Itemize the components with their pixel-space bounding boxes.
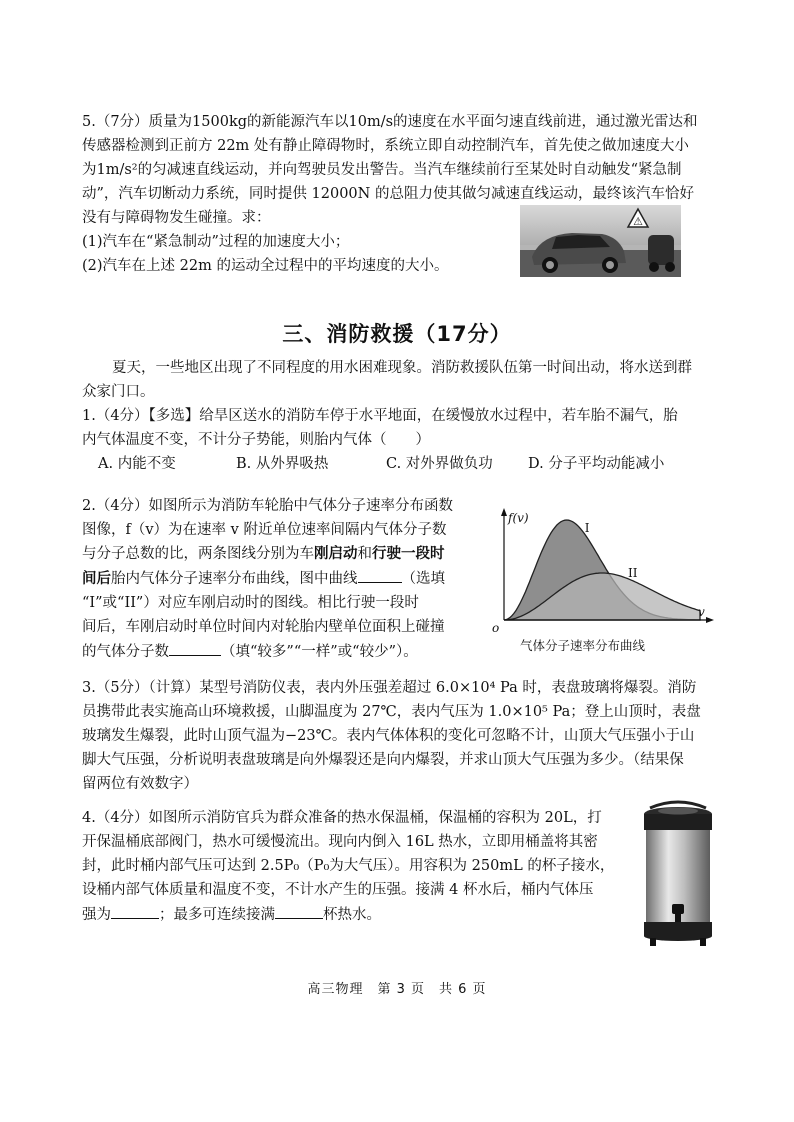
question-2 xyxy=(82,494,453,664)
q2-text: （填“较多”“一样”或“较少”）。 xyxy=(221,644,418,660)
q3-line: 留两位有效数字） xyxy=(82,776,198,792)
question-4 xyxy=(82,806,614,927)
q5-subquestion-2: (2)汽车在上述 22m 的运动全过程中的平均速度的大小。 xyxy=(82,258,449,274)
q5-line: 没有与障碍物发生碰撞。求： xyxy=(82,210,271,226)
question-3 xyxy=(82,676,701,796)
q5-subquestion-1: (1)汽车在“紧急制动”过程的加速度大小； xyxy=(82,234,350,250)
chart-caption: 气体分子速率分布曲线 xyxy=(520,638,646,653)
y-axis-label: f(v) xyxy=(508,511,529,525)
q2-line: 图像，f（v）为在速率 v 附近单位速率间隔内气体分子数 xyxy=(82,522,447,538)
q5-line: 动”，汽车切断动力系统，同时提供 12000N 的总阻力使其做匀减速直线运动，最终该汽车恰好 xyxy=(82,186,694,202)
speed-distribution-chart xyxy=(488,508,716,634)
q5-line: 为1m/s²的匀减速直线运动，并向驾驶员发出警告。当汽车继续前行至某处时自动触发“紧急制 xyxy=(82,162,682,178)
q2-text: 胎内气体分子速率分布曲线，图中曲线 xyxy=(111,571,358,587)
q2-text: 的气体分子数 xyxy=(82,644,169,660)
page-footer: 高三物理 第 3 页 共 6 页 xyxy=(307,982,487,997)
q2-bold-text: 行驶一段时 xyxy=(372,545,445,562)
intro-line: 众家门口。 xyxy=(82,384,155,400)
q2-line: 间后，车刚启动时单位时间内对轮胎内壁单位面积上碰撞 xyxy=(82,619,445,635)
q4-answer-blank-1[interactable] xyxy=(111,902,159,919)
q1-option-c: C. 对外界做负功 xyxy=(386,456,493,472)
q2-line: “I”或“II”）对应车刚启动时的图线。相比行驶一段时 xyxy=(82,595,419,611)
q2-line xyxy=(82,639,453,664)
q2-answer-blank-2[interactable] xyxy=(169,639,221,656)
q1-option-b: B. 从外界吸热 xyxy=(236,456,329,472)
q2-bold-text: 间后 xyxy=(82,570,111,587)
section-title: 三、消防救援（17分） xyxy=(282,322,512,346)
q2-text: 与分子总数的比，两条图线分别为车 xyxy=(82,546,314,562)
q1-option-a: A. 内能不变 xyxy=(98,456,176,472)
intro-line: 夏天，一些地区出现了不同程度的用水困难现象。消防救援队伍第一时间出动，将水送到群 xyxy=(112,360,692,376)
q4-text: ；最多可连续接满 xyxy=(159,907,275,923)
q5-line: 传感器检测到正前方 22m 处有静止障碍物时，系统立即自动控制汽车，首先使之做加速度大小 xyxy=(82,138,689,154)
section-intro xyxy=(82,356,722,404)
origin-label: o xyxy=(492,621,500,634)
q2-bold-text: 刚启动 xyxy=(314,545,358,562)
q1-line: 1.（4分）【多选】给旱区送水的消防车停于水平地面，在缓慢放水过程中，若车胎不漏气，胎 xyxy=(82,408,678,424)
q3-line: 玻璃发生爆裂，此时山顶气温为−23℃。表内气体体积的变化可忽略不计，山顶大气压强小于山 xyxy=(82,728,695,744)
q4-line xyxy=(82,902,614,927)
q4-text: 强为 xyxy=(82,907,111,923)
q2-line xyxy=(82,566,453,591)
q2-answer-blank-1[interactable] xyxy=(358,566,402,583)
q3-line: 3.（5分）（计算）某型号消防仪表，表内外压强差超过 6.0×10⁴ Pa 时，表盘玻璃将爆裂。消防 xyxy=(82,680,697,696)
q2-text: 和 xyxy=(357,546,372,562)
q2-line: 2.（4分）如图所示为消防车轮胎中气体分子速率分布函数 xyxy=(82,498,454,514)
insulated-water-urn-image xyxy=(632,800,724,950)
q4-text: 杯热水。 xyxy=(323,907,381,923)
series-label-I: I xyxy=(584,521,590,535)
q4-line: 设桶内部气体质量和温度不变，不计水产生的压强。接满 4 杯水后，桶内气体压 xyxy=(82,882,594,898)
q1-line: 内气体温度不变，不计分子势能，则胎内气体（ ） xyxy=(82,432,430,448)
q2-text: （选填 xyxy=(401,571,445,587)
q2-line xyxy=(82,542,453,566)
q4-line: 封，此时桶内部气压可达到 2.5P₀（P₀为大气压）。用容积为 250mL 的杯子接水， xyxy=(82,858,615,874)
x-axis-arrow-icon xyxy=(706,617,714,623)
y-axis-arrow-icon xyxy=(501,508,507,516)
q5-line: 5.（7分）质量为1500kg的新能源汽车以10m/s的速度在水平面匀速直线前进，通过激光雷达和 xyxy=(82,114,698,130)
q1-option-d: D. 分子平均动能减小 xyxy=(528,456,665,472)
q3-line: 脚大气压强，分析说明表盘玻璃是向外爆裂还是向内爆裂，并求山顶大气压强为多少。（结果保 xyxy=(82,752,684,768)
x-axis-label: v xyxy=(698,605,705,619)
q3-line: 员携带此表实施高山环境救援，山脚温度为 27℃，表内气压为 1.0×10⁵ Pa；登上山顶时，表盘 xyxy=(82,704,701,720)
car-braking-photo xyxy=(520,205,681,277)
q4-line: 开保温桶底部阀门，热水可缓慢流出。现向内倒入 16L 热水，立即用桶盖将其密 xyxy=(82,834,598,850)
q4-answer-blank-2[interactable] xyxy=(275,902,323,919)
series-label-II: II xyxy=(628,566,638,580)
question-1 xyxy=(82,404,678,452)
q4-line: 4.（4分）如图所示消防官兵为群众准备的热水保温桶，保温桶的容积为 20L，打 xyxy=(82,810,602,826)
warning-sign-icon: ⚠ xyxy=(633,215,643,228)
